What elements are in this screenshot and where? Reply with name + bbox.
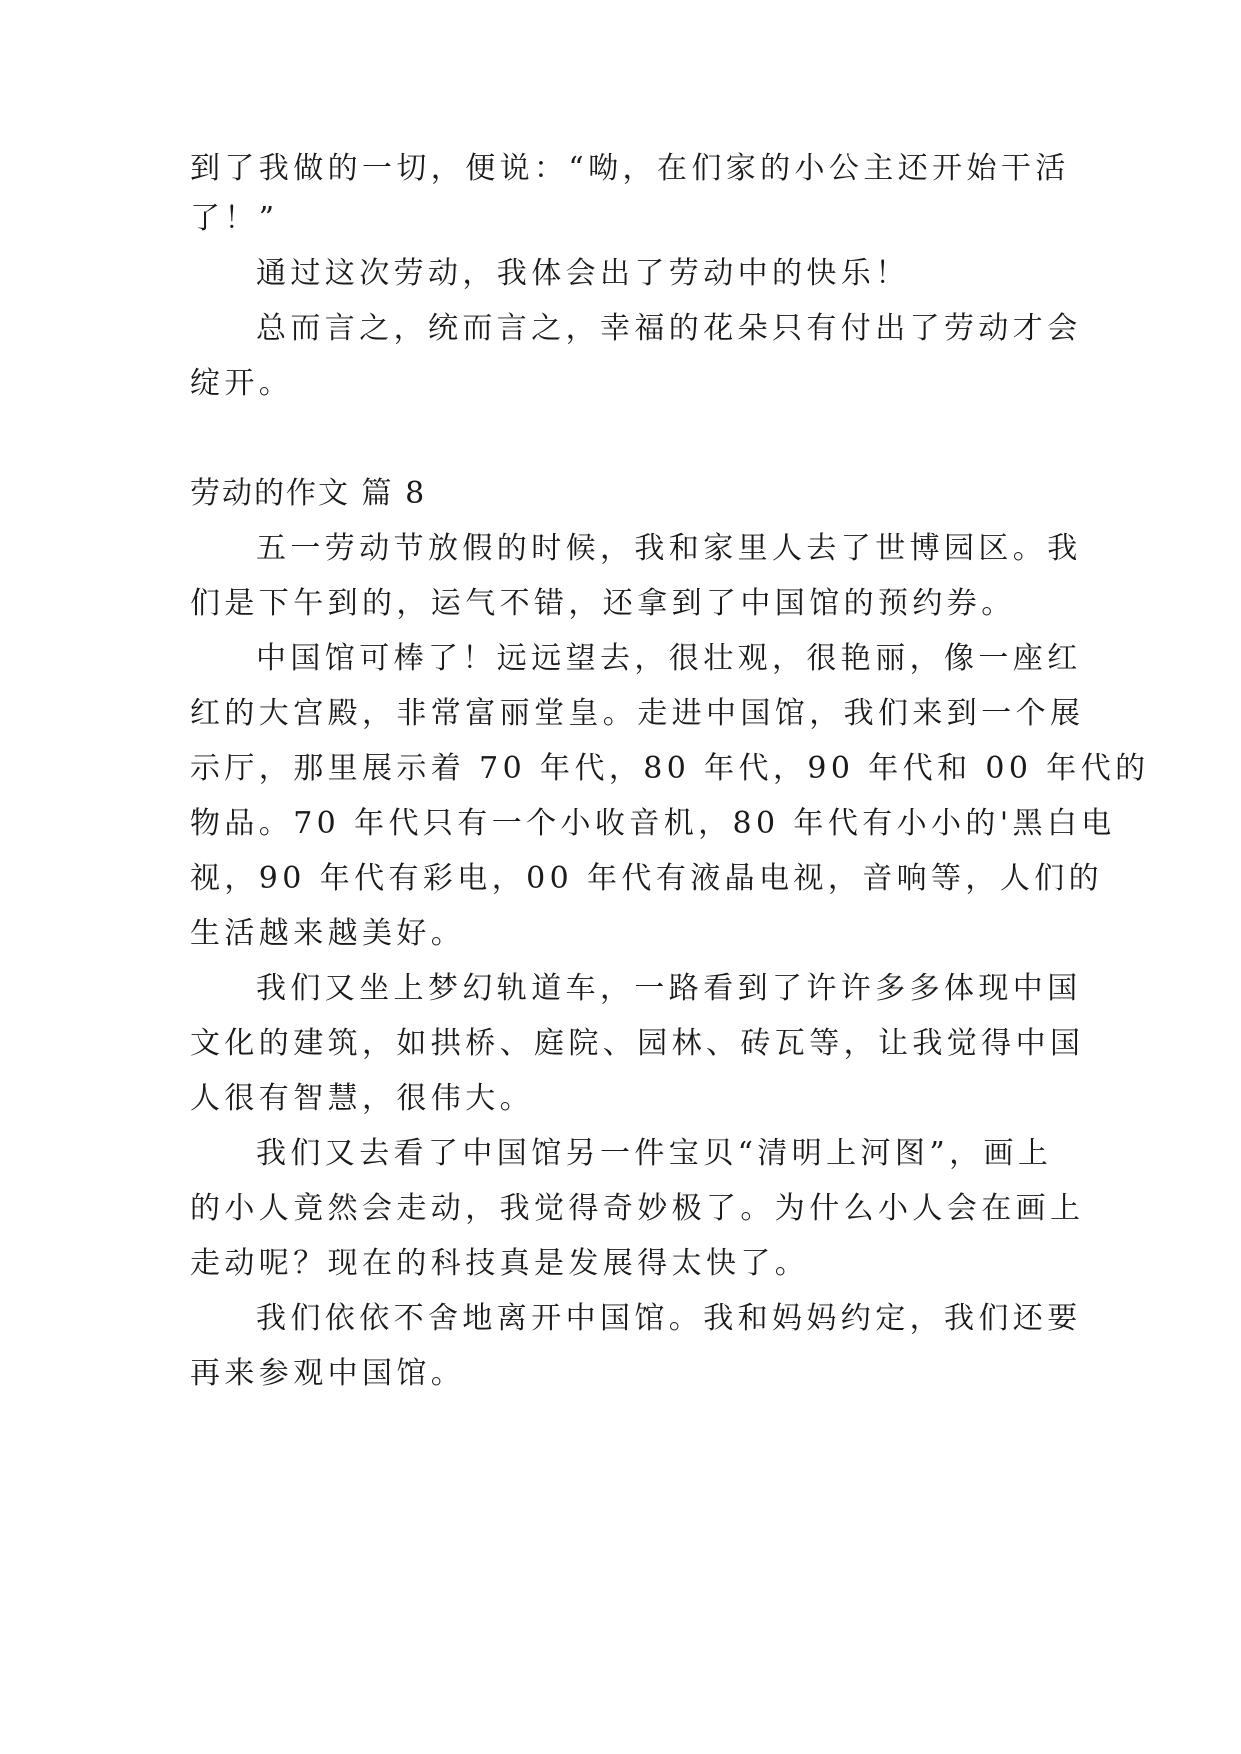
text-line: 示厅，那里展示着 70 年代，80 年代，90 年代和 00 年代的 <box>190 751 1150 786</box>
text-line: 红的大宫殿，非常富丽堂皇。走进中国馆，我们来到一个展 <box>190 696 1085 731</box>
text-line: 了！” <box>190 201 279 236</box>
text-line: 人很有智慧，很伟大。 <box>190 1081 534 1116</box>
text-line: 走动呢？现在的科技真是发展得太快了。 <box>190 1246 810 1281</box>
paragraph-start: 我们又坐上梦幻轨道车，一路看到了许许多多体现中国 <box>256 971 1082 1006</box>
text-line: 物品。70 年代只有一个小收音机，80 年代有小小的'黑白电 <box>190 806 1116 841</box>
text-line: 们是下午到的，运气不错，还拿到了中国馆的预约券。 <box>190 586 1016 621</box>
section-heading: 劳动的作文 篇 8 <box>190 476 427 511</box>
paragraph-start: 通过这次劳动，我体会出了劳动中的快乐！ <box>256 256 910 291</box>
paragraph-start: 我们依依不舍地离开中国馆。我和妈妈约定，我们还要 <box>256 1301 1082 1336</box>
text-line: 文化的建筑，如拱桥、庭院、园林、砖瓦等，让我觉得中国 <box>190 1026 1085 1061</box>
text-line: 到了我做的一切，便说：“呦，在们家的小公主还开始干活 <box>190 151 1070 186</box>
text-line: 生活越来越美好。 <box>190 916 466 951</box>
text-line: 绽开。 <box>190 366 294 401</box>
paragraph-start: 我们又去看了中国馆另一件宝贝“清明上河图”，画上 <box>256 1136 1053 1171</box>
paragraph-start: 中国馆可棒了！远远望去，很壮观，很艳丽，像一座红 <box>256 641 1082 676</box>
text-line: 再来参观中国馆。 <box>190 1356 466 1391</box>
text-line: 视，90 年代有彩电，00 年代有液晶电视，音响等，人们的 <box>190 861 1104 896</box>
paragraph-start: 总而言之，统而言之，幸福的花朵只有付出了劳动才会 <box>256 311 1082 346</box>
text-line: 的小人竟然会走动，我觉得奇妙极了。为什么小人会在画上 <box>190 1191 1085 1226</box>
paragraph-start: 五一劳动节放假的时候，我和家里人去了世博园区。我 <box>256 531 1082 566</box>
